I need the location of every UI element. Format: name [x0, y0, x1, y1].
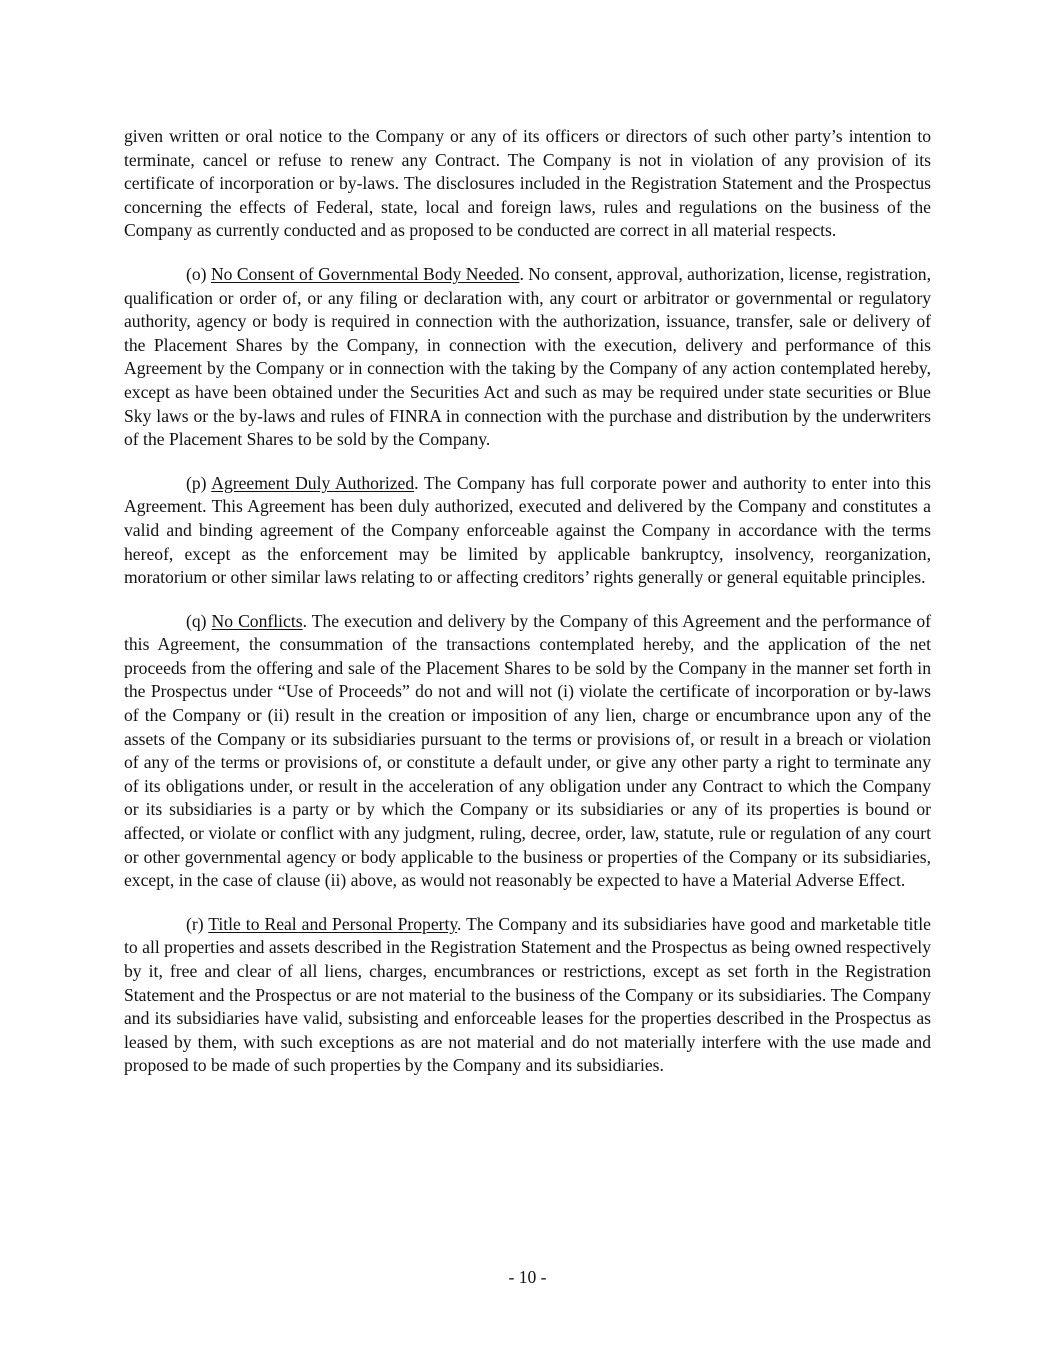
paragraph-o	[124, 263, 931, 452]
paragraph-body: given written or oral notice to the Company or any of its officers or directors of such other party’s intention to terminate, cancel or refuse to renew any Contract. The Company is not in violation of any provision of its certificate of incorporation or by-laws. The disclosures included in the Registration Statement and the Prospectus concerning the effects of Federal, state, local and foreign laws, rules and regulations on the business of the Company as currently conducted and as proposed to be conducted are correct in all material respects.	[124, 126, 931, 241]
paragraph-heading: Agreement Duly Authorized	[211, 472, 415, 493]
paragraph-body: . The Company has full corporate power and authority to enter into this Agreement. This Agreement has been duly authorized, executed and delivered by the Company and constitutes a valid and binding agreement of the Company enforceable against the Company in accordance with the terms hereof, except as the enforcement may be limited by applicable bankruptcy, insolvency, reorganization, moratorium or other similar laws relating to or affecting creditors’ rights generally or general equitable principles.	[124, 472, 931, 588]
paragraph-body: . The execution and delivery by the Company of this Agreement and the performance of this Agreement, the consummation of the transactions contemplated hereby, and the application of the net proceeds from the offering and sale of the Placement Shares to be sold by the Company in the manner set forth in the Prospectus under “Use of Proceeds” do not and will not (i) violate the certificate of incorporation or by-laws of the Company or (ii) result in the creation or imposition of any lien, charge or encumbrance upon any of the assets of the Company or its subsidiaries pursuant to the terms or provisions of, or result in a breach or violation of any of the terms or provisions of, or constitute a default under, or give any other party a right to terminate any of its obligations under, or result in the acceleration of any obligation under any Contract to which the Company or its subsidiaries is a party or by which the Company or its subsidiaries or any of its properties is bound or affected, or violate or conflict with any judgment, ruling, decree, order, law, statute, rule or regulation of any court or other governmental agency or body applicable to the business or properties of the Company or its subsidiaries, except, in the case of clause (ii) above, as would not reasonably be expected to have a Material Adverse Effect.	[124, 610, 931, 891]
paragraph-heading: No Consent of Governmental Body Needed	[210, 263, 520, 284]
paragraph-r	[124, 913, 931, 1078]
paragraph-body: . No consent, approval, authorization, license, registration, qualification or order of, or any filing or declaration with, any court or arbitrator or governmental or regulatory authority, agency or body is required in connection with the authorization, issuance, transfer, sale or delivery of the Placement Shares by the Company, in connection with the execution, delivery and performance of this Agreement by the Company or in connection with the taking by the Company of any action contemplated hereby, except as have been obtained under the Securities Act and such as may be required under state securities or Blue Sky laws or the by-laws and rules of FINRA in connection with the purchase and distribution by the underwriters of the Placement Shares to be sold by the Company.	[124, 263, 932, 450]
paragraph-label: (r)	[186, 913, 209, 934]
paragraph-continuation	[124, 125, 931, 243]
paragraph-heading: No Conflicts	[211, 610, 303, 631]
page-number: - 10 -	[508, 1267, 547, 1287]
paragraph-label: (p)	[186, 472, 212, 493]
paragraph-label: (q)	[186, 610, 212, 631]
paragraph-heading: Title to Real and Personal Property	[208, 913, 458, 934]
paragraph-q	[124, 610, 931, 893]
paragraph-body: . The Company and its subsidiaries have good and marketable title to all properties and assets described in the Registration Statement and the Prospectus as being owned respectively by it, free and clear of all liens, charges, encumbrances or restrictions, except as set forth in the Registration Statement and the Prospectus or are not material to the business of the Company or its subsidiaries. The Company and its subsidiaries have valid, subsisting and enforceable leases for the properties described in the Prospectus as leased by them, with such exceptions as are not material and do not materially interfere with the use made and proposed to be made of such properties by the Company and its subsidiaries.	[124, 913, 931, 1076]
paragraph-label: (o)	[186, 263, 211, 284]
document-page	[124, 125, 931, 1098]
paragraph-p	[124, 472, 931, 590]
